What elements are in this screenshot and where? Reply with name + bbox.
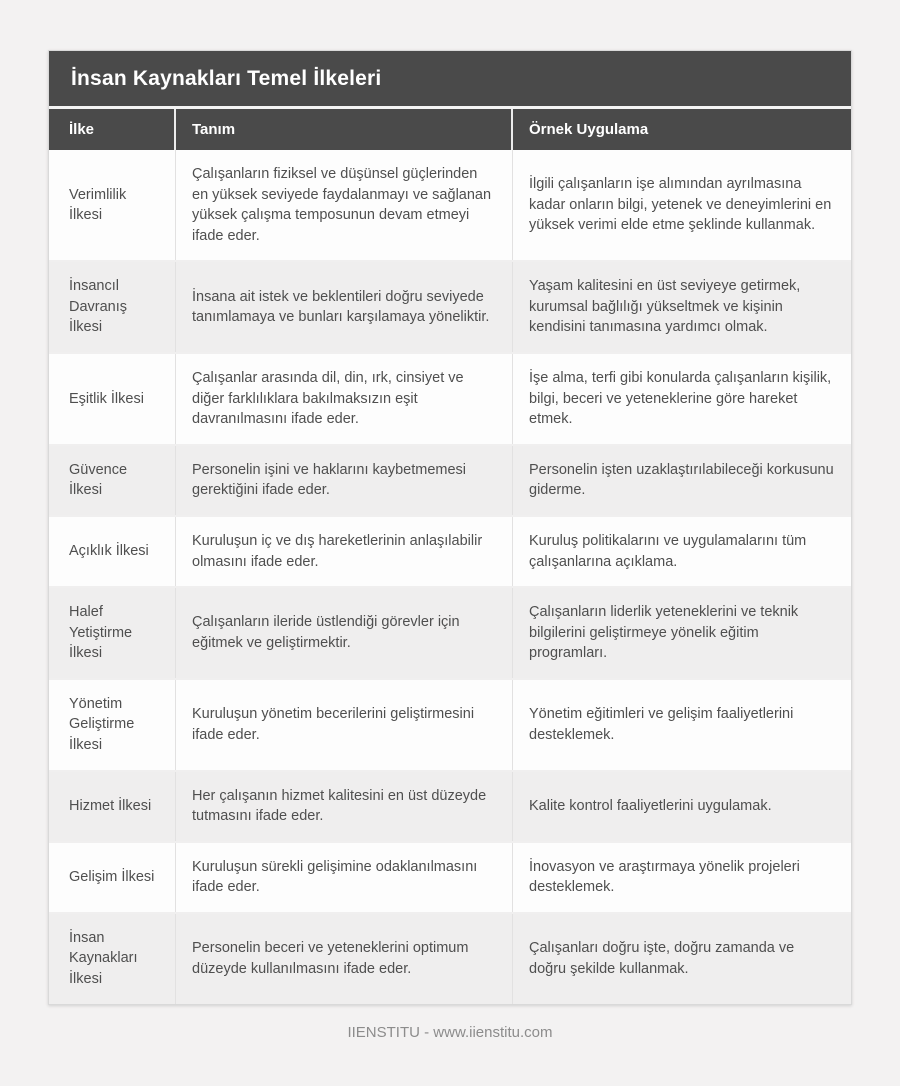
column-header-definition: Tanım	[176, 109, 513, 150]
principle-cell: Hizmet İlkesi	[49, 772, 176, 841]
example-cell: Yönetim eğitimleri ve gelişim faaliyetlerini desteklemek.	[529, 706, 794, 743]
principle-cell: Halef Yetiştirme İlkesi	[49, 588, 176, 678]
hr-principles-table-card	[48, 50, 852, 1005]
principle-cell: Güvence İlkesi	[49, 446, 176, 515]
definition-cell: Kuruluşun iç ve dış hareketlerinin anlaşılabilir olmasını ifade eder.	[176, 517, 513, 586]
table-row	[49, 914, 851, 1004]
table-body	[49, 150, 851, 1004]
definition-cell: İnsana ait istek ve beklentileri doğru seviyede tanımlamaya ve bunları karşılamaya yöneliktir.	[176, 262, 513, 352]
table-row	[49, 772, 851, 843]
principle-cell: Açıklık İlkesi	[49, 517, 176, 586]
principle-cell: Verimlilik İlkesi	[49, 150, 176, 260]
example-cell: Çalışanları doğru işte, doğru zamanda ve doğru şekilde kullanmak.	[529, 940, 795, 977]
definition-cell: Çalışanların fiziksel ve düşünsel güçlerinden en yüksek seviyede faydalanmayı ve sağlanan yüksek çalışma temposunun devam etmeyi ifade eder.	[176, 150, 513, 260]
example-cell: Kalite kontrol faaliyetlerini uygulamak.	[529, 797, 772, 814]
example-cell: İnovasyon ve araştırmaya yönelik projeleri desteklemek.	[529, 858, 800, 896]
table-row	[49, 588, 851, 680]
table-row	[49, 446, 851, 517]
principle-cell: İnsancıl Davranış İlkesi	[49, 262, 176, 352]
example-cell: Kuruluş politikalarını ve uygulamalarını tüm çalışanlarına açıklama.	[529, 532, 807, 570]
principle-cell: Eşitlik İlkesi	[49, 354, 176, 444]
table-row	[49, 150, 851, 262]
definition-cell: Kuruluşun yönetim becerilerini geliştirmesini ifade eder.	[176, 680, 513, 770]
definition-cell: Kuruluşun sürekli gelişimine odaklanılmasını ifade eder.	[176, 843, 513, 912]
principle-cell: Yönetim Geliştirme İlkesi	[49, 680, 176, 770]
definition-cell: Her çalışanın hizmet kalitesini en üst düzeyde tutmasını ifade eder.	[176, 772, 513, 841]
definition-cell: Personelin beceri ve yeteneklerini optimum düzeyde kullanılmasını ifade eder.	[176, 914, 513, 1004]
column-header-principle: İlke	[49, 109, 176, 150]
footer-credit: IIENSTITU - www.iienstitu.com	[347, 1023, 553, 1041]
principle-cell: Gelişim İlkesi	[49, 843, 176, 912]
definition-cell: Personelin işini ve haklarını kaybetmemesi gerektiğini ifade eder.	[176, 446, 513, 515]
table-row	[49, 262, 851, 354]
definition-cell: Çalışanların ileride üstlendiği görevler için eğitmek ve geliştirmektir.	[176, 588, 513, 678]
table-row	[49, 680, 851, 772]
principle-cell: İnsan Kaynakları İlkesi	[49, 914, 176, 1004]
table-row	[49, 517, 851, 588]
example-cell: Çalışanların liderlik yeteneklerini ve teknik bilgilerini geliştirmeye yönelik eğitim programları.	[529, 604, 799, 662]
example-cell: Personelin işten uzaklaştırılabileceği korkusunu giderme.	[529, 461, 834, 499]
table-row	[49, 843, 851, 914]
example-cell: İlgili çalışanların işe alımından ayrılmasına kadar onların bilgi, yetenek ve deneyimlerini en yüksek verimi elde etme şeklinde kullanmak.	[529, 176, 832, 234]
table-row	[49, 354, 851, 446]
table-header-row	[49, 109, 851, 150]
page-title: İnsan Kaynakları Temel İlkeleri	[49, 51, 851, 109]
definition-cell: Çalışanlar arasında dil, din, ırk, cinsiyet ve diğer farklılıklara bakılmaksızın eşit davranılmasını ifade eder.	[176, 354, 513, 444]
example-cell: Yaşam kalitesini en üst seviyeye getirmek, kurumsal bağlılığı yükseltmek ve kişinin kendisini tanımasına yardımcı olmak.	[529, 278, 801, 336]
example-cell: İşe alma, terfi gibi konularda çalışanların kişilik, bilgi, beceri ve yeteneklerine göre hareket etmek.	[529, 370, 832, 428]
column-header-example: Örnek Uygulama	[529, 121, 649, 138]
